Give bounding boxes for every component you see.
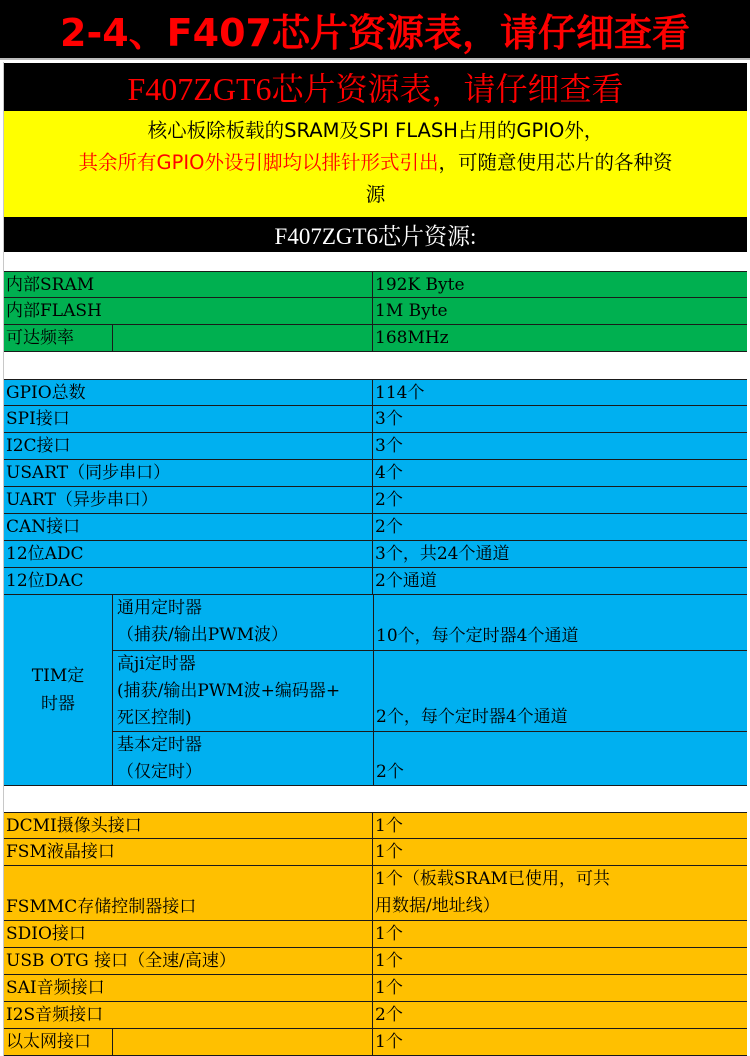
note-box: [4, 111, 747, 217]
row-label: USB OTG 接口（全速/高速）: [6, 951, 236, 971]
table-row-interface: [4, 866, 747, 921]
row-value: 2个: [372, 487, 747, 513]
timer-name: [117, 732, 202, 786]
spacer-row: [4, 786, 747, 812]
row-value-line: 用数据/地址线）: [375, 896, 500, 916]
timer-name: [117, 651, 340, 732]
table-row-peripheral: [4, 460, 747, 487]
row-label: DCMI摄像头接口: [6, 816, 142, 836]
timer-value-cell: [373, 732, 748, 786]
timer-value: 10个，每个定时器4个通道: [376, 626, 579, 646]
row-value: 2个通道: [372, 568, 747, 594]
row-label: SPI接口: [6, 409, 70, 429]
row-label: 可达频率: [6, 328, 74, 348]
table-row-interface: [4, 1002, 747, 1029]
timer-label-line-2: 时器: [41, 694, 75, 714]
spacer-row: [4, 252, 747, 271]
row-label: I2S音频接口: [6, 1005, 104, 1025]
note-line-2-highlight: 其余所有GPIO外设引脚均以排针形式引出: [78, 151, 439, 174]
resources-header: [4, 217, 747, 252]
table-row-interface: [4, 812, 747, 839]
table-row-interface: [4, 921, 747, 948]
table-row-memory: [4, 325, 747, 352]
banner-title: 2-4、F407芯片资源表，请仔细查看: [60, 10, 690, 55]
row-label: 12位DAC: [6, 571, 84, 591]
timer-name-line: (捕获/输出PWM波+编码器+: [117, 681, 341, 701]
row-label: 以太网接口: [6, 1032, 91, 1052]
cell-divider: [112, 1029, 113, 1055]
row-value-line: 1个（板载SRAM已使用，可共: [375, 869, 610, 889]
row-label: SAI音频接口: [6, 978, 105, 998]
row-value: 2个: [372, 514, 747, 540]
timer-name-line: 通用定时器: [117, 598, 202, 618]
row-value: 3个: [372, 406, 747, 432]
row-label: USART（同步串口）: [6, 463, 171, 483]
spacer-row: [4, 352, 747, 379]
row-label: 12位ADC: [6, 544, 84, 564]
row-label: FSM液晶接口: [6, 842, 115, 862]
note-line-2-rest: ，可随意使用芯片的各种资: [438, 151, 673, 174]
row-label: I2C接口: [6, 436, 71, 456]
row-value: 1M Byte: [372, 298, 747, 324]
timer-row-advanced: [112, 651, 747, 732]
row-label: SDIO接口: [6, 924, 86, 944]
table-row-interface: [4, 839, 747, 866]
row-value: 114个: [372, 380, 747, 405]
row-value: 1个: [372, 1029, 747, 1055]
table-row-peripheral: [4, 568, 747, 595]
row-value: [372, 866, 747, 920]
timer-value-cell: [373, 651, 748, 731]
row-value: 1个: [372, 839, 747, 865]
table-row-interface: [4, 1029, 747, 1056]
timer-name-line: （捕获/输出PWM波）: [117, 625, 289, 645]
row-label: UART（异步串口）: [6, 490, 158, 510]
row-value: 168MHz: [372, 325, 747, 351]
timer-name-line: 基本定时器: [117, 735, 202, 755]
resource-sheet: [3, 62, 747, 1056]
row-value: 2个: [372, 1002, 747, 1028]
row-label: 内部SRAM: [6, 275, 95, 295]
sheet-header-title: F407ZGT6芯片资源表，请仔细查看: [127, 71, 624, 107]
row-label: GPIO总数: [6, 383, 86, 403]
timer-block: [4, 595, 747, 786]
timer-value-cell: [373, 595, 748, 650]
row-value: 1个: [372, 948, 747, 974]
note-line-3: 源: [365, 183, 386, 206]
table-row-peripheral: [4, 433, 747, 460]
note-line-2: [4, 147, 747, 179]
note-line-1: 核心板除板载的SRAM及SPI FLASH占用的GPIO外，: [147, 119, 604, 142]
timer-value: 2个: [376, 762, 404, 782]
timer-name-line: 高ji定时器: [117, 654, 196, 674]
row-label: FSMMC存储控制器接口: [6, 897, 197, 917]
row-label: CAN接口: [6, 517, 81, 537]
table-row-interface: [4, 948, 747, 975]
title-banner: [0, 0, 750, 60]
row-label: 内部FLASH: [6, 301, 102, 321]
row-value: 3个: [372, 433, 747, 459]
row-value: 192K Byte: [372, 272, 747, 297]
table-row-peripheral: [4, 487, 747, 514]
timer-value: 2个，每个定时器4个通道: [376, 707, 568, 727]
row-value: 4个: [372, 460, 747, 486]
resources-title: F407ZGT6芯片资源:: [274, 224, 477, 249]
table-row-memory: [4, 271, 747, 298]
row-value: 1个: [372, 921, 747, 947]
table-row-interface: [4, 975, 747, 1002]
table-row-peripheral: [4, 379, 747, 406]
timer-row-general: [112, 595, 747, 651]
timer-name-line: （仅定时）: [117, 762, 202, 782]
table-row-memory: [4, 298, 747, 325]
timer-label-line-1: TIM定: [31, 666, 85, 686]
table-row-peripheral: [4, 541, 747, 568]
table-row-peripheral: [4, 514, 747, 541]
sheet-header: [4, 63, 747, 111]
cell-divider: [112, 325, 113, 351]
row-value: 1个: [372, 813, 747, 838]
table-row-peripheral: [4, 406, 747, 433]
timer-name-line: 死区控制): [117, 708, 192, 728]
timer-group-label: [4, 595, 112, 785]
timer-name: [117, 595, 288, 649]
row-value: 3个，共24个通道: [372, 541, 747, 567]
timer-row-basic: [112, 732, 747, 786]
row-value: 1个: [372, 975, 747, 1001]
